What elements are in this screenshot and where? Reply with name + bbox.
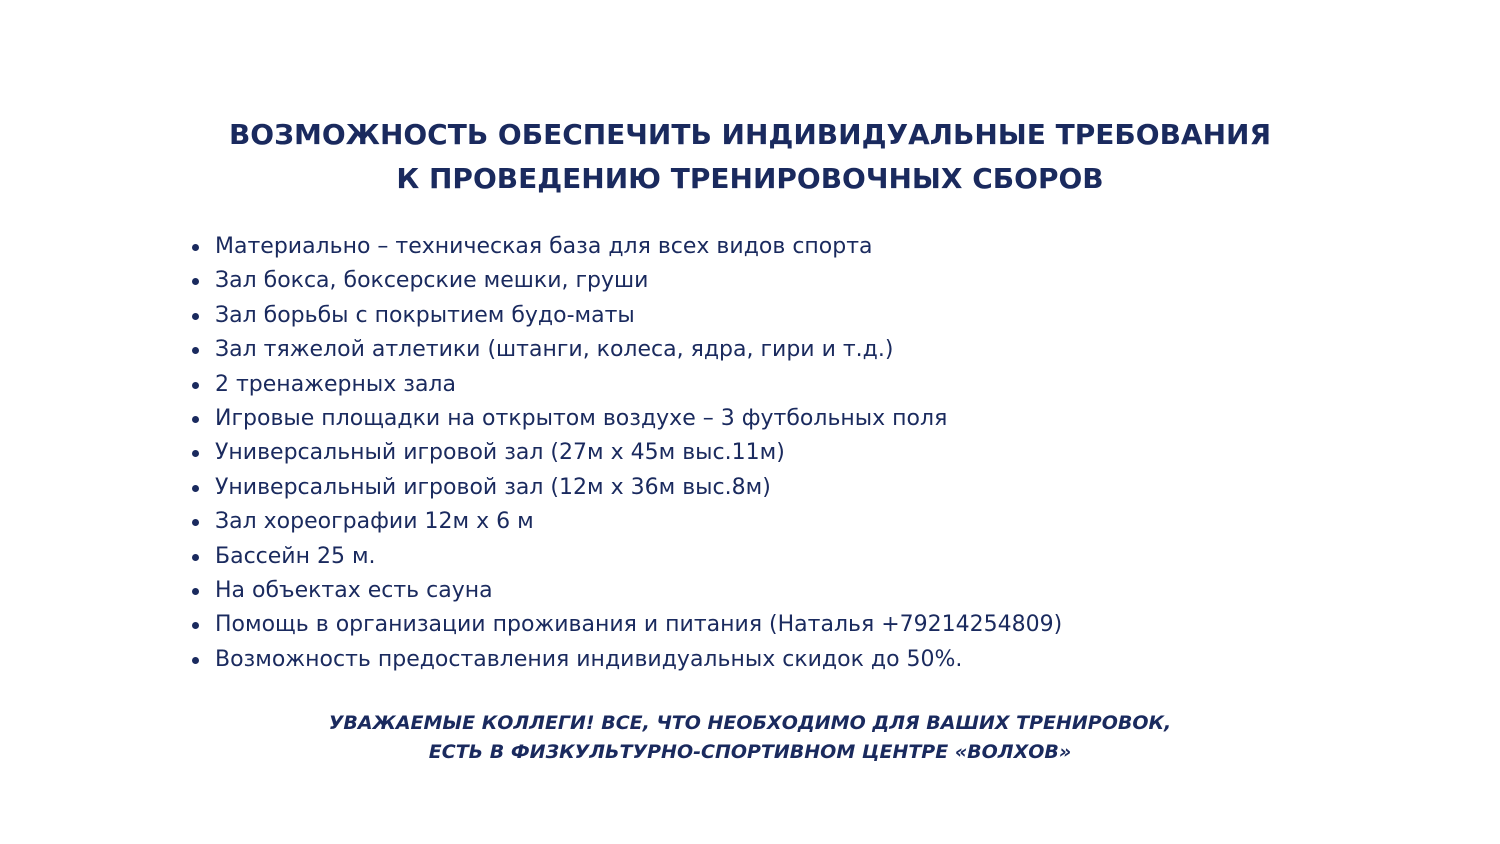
title-line-2: К ПРОВЕДЕНИЮ ТРЕНИРОВОЧНЫХ СБОРОВ: [396, 162, 1104, 195]
list-item-text: Возможность предоставления индивидуальных скидок до 50%.: [215, 646, 963, 672]
list-item-text: Бассейн 25 м.: [215, 543, 376, 569]
bullet-icon: [192, 519, 199, 526]
list-item: [188, 299, 1062, 333]
list-item: [188, 540, 1062, 574]
list-item: [188, 505, 1062, 539]
list-item-text: На объектах есть сауна: [215, 578, 493, 604]
closing-line-2: ЕСТЬ В ФИЗКУЛЬТУРНО-СПОРТИВНОМ ЦЕНТРЕ «ВОЛХОВ»: [428, 741, 1072, 763]
page-title: [0, 113, 1500, 201]
list-item: [188, 643, 1062, 677]
bullet-icon: [192, 347, 199, 354]
list-item-text: 2 тренажерных зала: [215, 371, 456, 397]
bullet-icon: [192, 622, 199, 629]
features-list: [188, 230, 1062, 677]
list-item-text: Универсальный игровой зал (12м х 36м выс.8м): [215, 474, 771, 500]
list-item-text: Помощь в организации проживания и питания (Наталья +79214254809): [215, 612, 1063, 638]
list-item: [188, 402, 1062, 436]
bullet-icon: [192, 485, 199, 492]
closing-line-1: УВАЖАЕМЫЕ КОЛЛЕГИ! ВСЕ, ЧТО НЕОБХОДИМО ДЛЯ ВАШИХ ТРЕНИРОВОК,: [328, 712, 1172, 734]
bullet-icon: [192, 278, 199, 285]
bullet-icon: [192, 416, 199, 423]
list-item-text: Зал борьбы с покрытием будо-маты: [215, 302, 635, 328]
list-item-text: Зал бокса, боксерские мешки, груши: [215, 268, 649, 294]
bullet-icon: [192, 450, 199, 457]
list-item: [188, 436, 1062, 470]
list-item: [188, 608, 1062, 642]
list-item: [188, 368, 1062, 402]
bullet-icon: [192, 657, 199, 664]
list-item-text: Зал хореографии 12м х 6 м: [215, 509, 534, 535]
closing-message: [0, 709, 1500, 767]
bullet-icon: [192, 244, 199, 251]
list-item: [188, 230, 1062, 264]
bullet-icon: [192, 313, 199, 320]
list-item: [188, 333, 1062, 367]
list-item: [188, 574, 1062, 608]
list-item-text: Универсальный игровой зал (27м х 45м выс.11м): [215, 440, 785, 466]
title-line-1: ВОЗМОЖНОСТЬ ОБЕСПЕЧИТЬ ИНДИВИДУАЛЬНЫЕ ТРЕБОВАНИЯ: [228, 118, 1272, 151]
list-item-text: Зал тяжелой атлетики (штанги, колеса, ядра, гири и т.д.): [215, 337, 894, 363]
list-item-text: Материально – техническая база для всех видов спорта: [215, 234, 873, 259]
bullet-icon: [192, 382, 199, 389]
list-item: [188, 471, 1062, 505]
list-item-text: Игровые площадки на открытом воздухе – 3 футбольных поля: [215, 406, 948, 432]
bullet-icon: [192, 554, 199, 561]
list-item: [188, 264, 1062, 298]
bullet-icon: [192, 588, 199, 595]
